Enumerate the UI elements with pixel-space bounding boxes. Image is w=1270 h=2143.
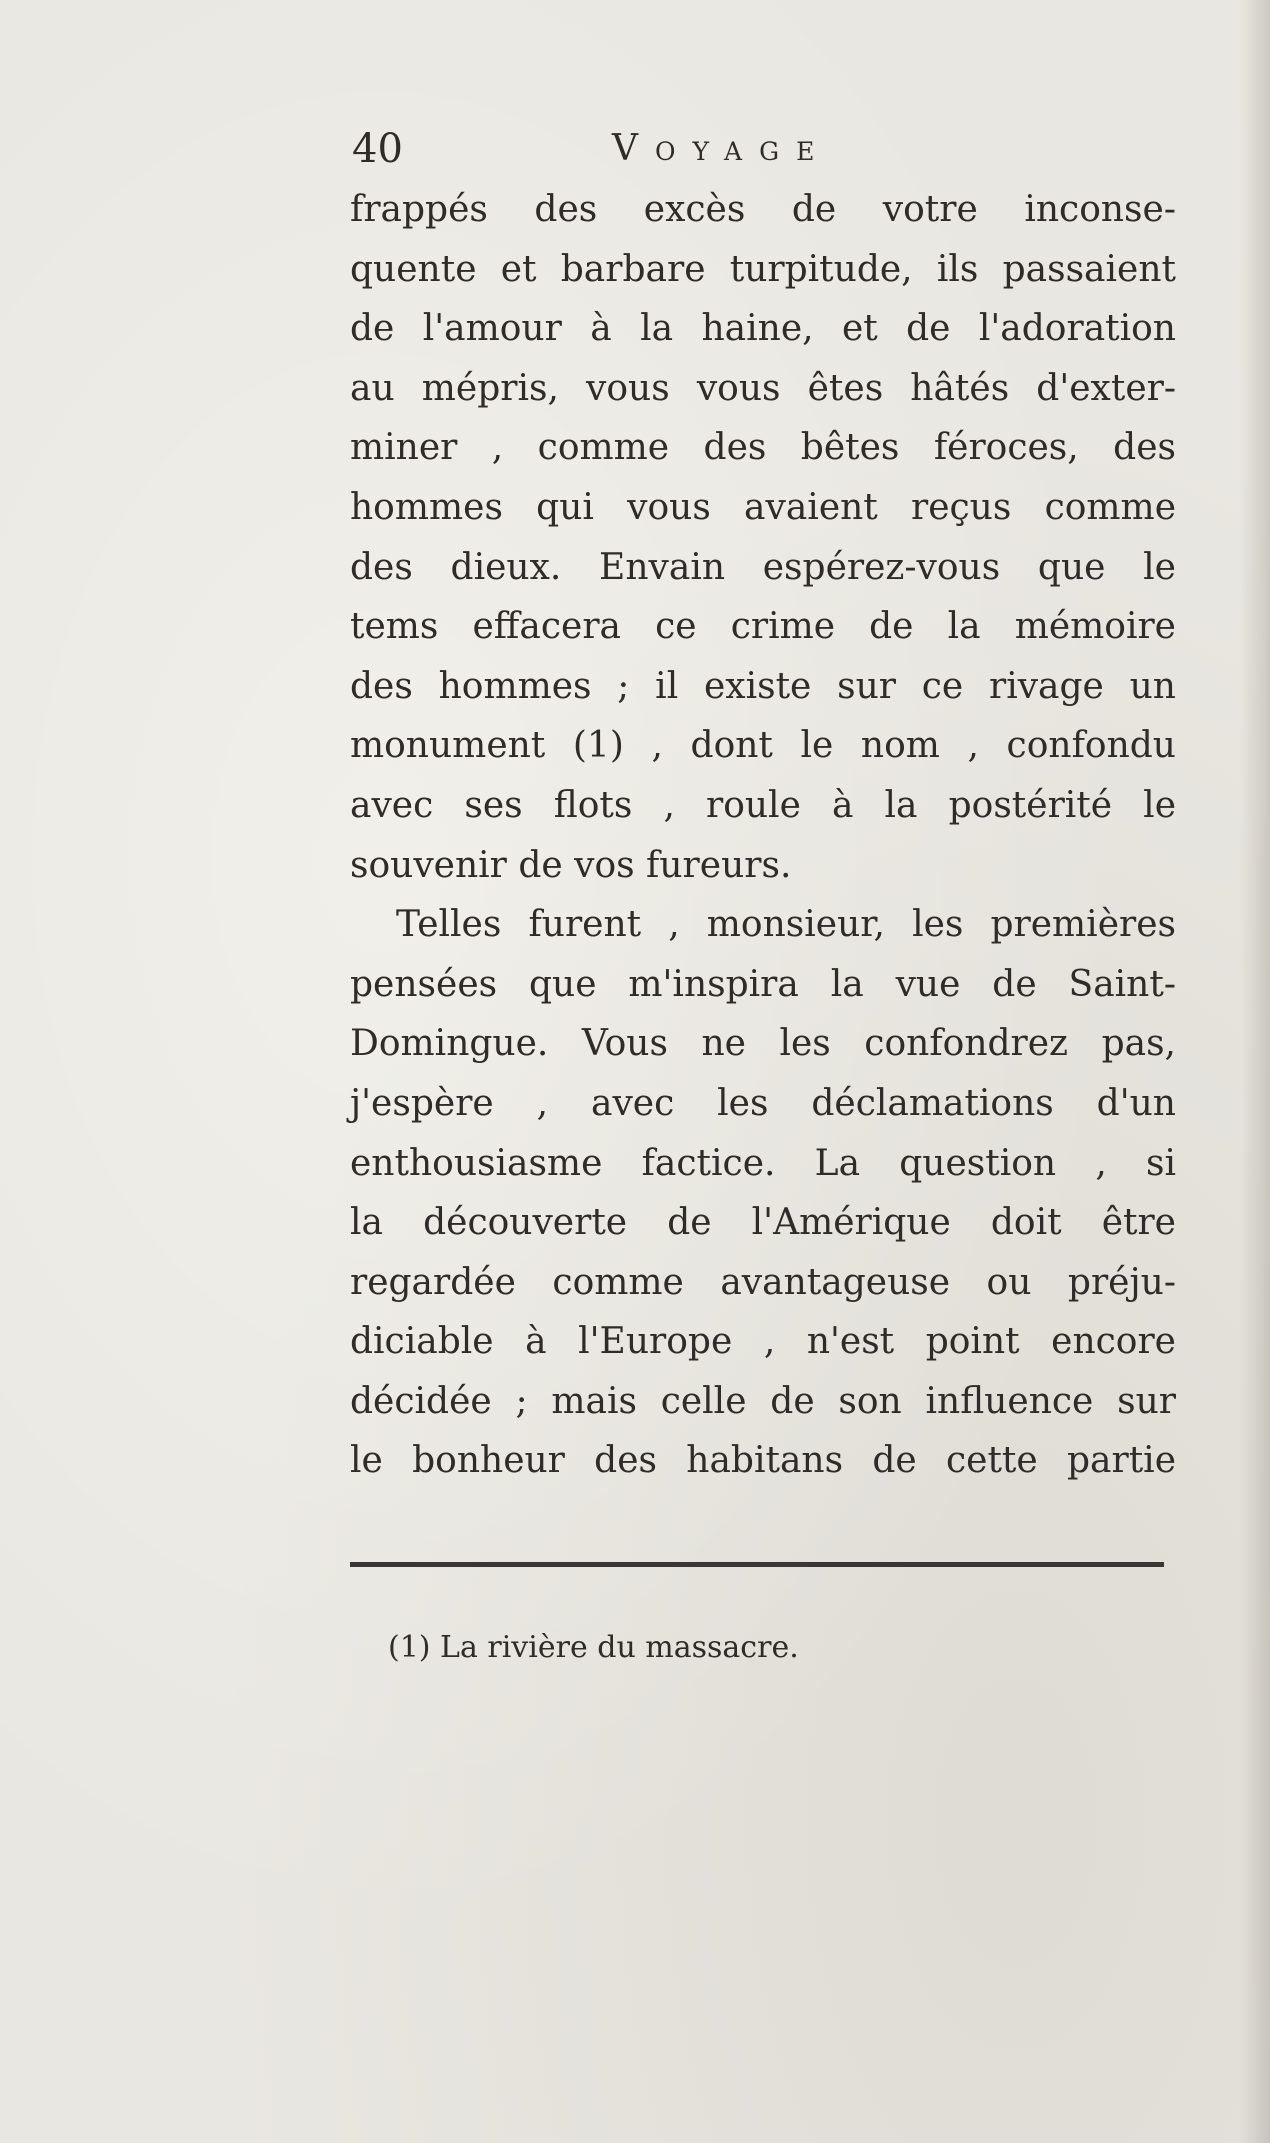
text-line: j'espère , avec les déclamations d'un (350, 1082, 1176, 1124)
text-line: regardée comme avantageuse ou préju- (350, 1261, 1176, 1303)
footnote: (1) La rivière du massacre. (388, 1630, 799, 1665)
text-line: de l'amour à la haine, et de l'adoration (350, 308, 1176, 350)
text-line: au mépris, vous vous êtes hâtés d'exter- (350, 367, 1176, 409)
text-line: frappés des excès de votre inconse- (350, 189, 1176, 230)
text-line: diciable à l'Europe , n'est point encore (350, 1321, 1176, 1363)
text-line: enthousiasme factice. La question , si (350, 1142, 1176, 1184)
text-line: Telles furent , monsieur, les premières (396, 904, 1176, 946)
text-line: des hommes ; il existe sur ce rivage un (350, 665, 1176, 707)
paragraph-2 (350, 895, 1176, 1491)
text-line: souvenir de vos fureurs. (350, 844, 792, 886)
text-line: des dieux. Envain espérez-vous que le (350, 546, 1176, 588)
text-line: pensées que m'inspira la vue de Saint- (350, 963, 1176, 1005)
running-head-title: Voyage (612, 128, 832, 169)
text-line: hommes qui vous avaient reçus comme (350, 486, 1176, 528)
text-line: quente et barbare turpitude, ils passaient (350, 248, 1176, 290)
text-line: tems effacera ce crime de la mémoire (350, 606, 1176, 648)
text-line: monument (1) , dont le nom , confondu (350, 725, 1176, 767)
footnote-rule (350, 1562, 1164, 1567)
text-line: décidée ; mais celle de son influence sur (350, 1380, 1176, 1422)
text-block (350, 118, 1176, 1491)
text-line: le bonheur des habitans de cette partie (350, 1440, 1176, 1482)
page-edge-shadow (1240, 0, 1270, 2143)
text-line: Domingue. Vous ne les confondrez pas, (350, 1023, 1176, 1065)
text-line: miner , comme des bêtes féroces, des (350, 427, 1176, 469)
text-line: la découverte de l'Amérique doit être (350, 1202, 1176, 1244)
running-head (350, 118, 1176, 180)
page-number: 40 (352, 126, 403, 172)
text-line: avec ses flots , roule à la postérité le (350, 784, 1176, 826)
paragraph-1 (350, 180, 1176, 895)
